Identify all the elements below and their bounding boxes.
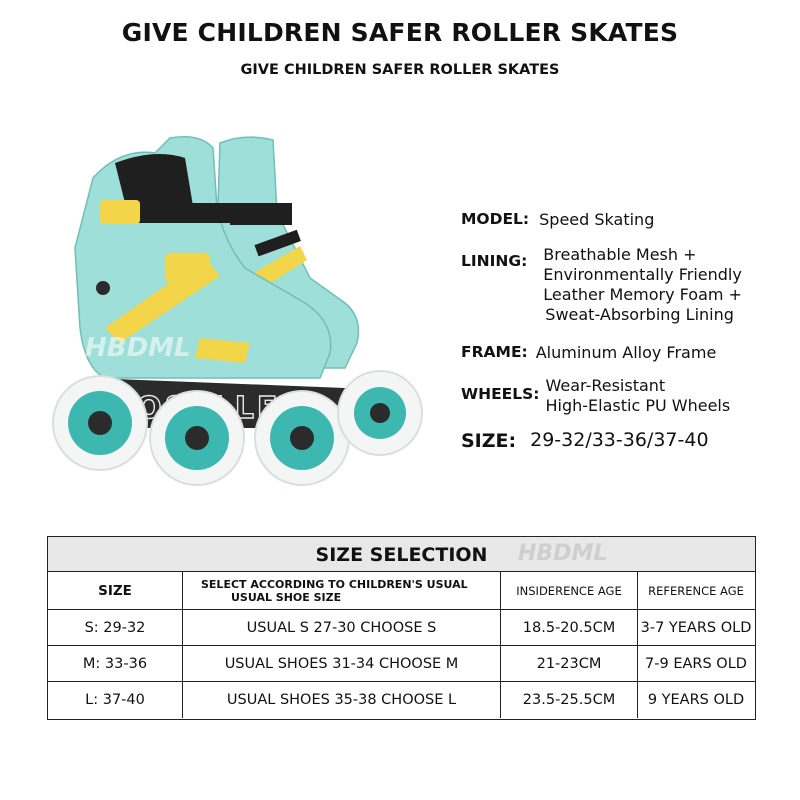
spec-wheels-lines — [545, 376, 730, 416]
spec-size-value: 29-32/33-36/37-40 — [530, 429, 709, 451]
roller-skates-illustration — [45, 128, 435, 498]
page-subtitle: GIVE CHILDREN SAFER ROLLER SKATES — [240, 62, 560, 78]
table-row — [48, 682, 755, 718]
table-header-bar — [48, 537, 755, 572]
spec-frame — [461, 343, 716, 363]
spec-frame-label: FRAME: — [461, 343, 528, 361]
cell-size: M: 33-36 — [48, 646, 183, 681]
cell-insole: 23.5-25.5CM — [501, 682, 638, 718]
cell-age: 9 YEARS OLD — [647, 692, 745, 708]
spec-frame-value: Aluminum Alloy Frame — [535, 343, 717, 362]
spec-model — [461, 210, 654, 230]
spec-model-label: MODEL: — [461, 210, 530, 228]
spec-lining — [461, 245, 742, 325]
spec-wheels — [461, 376, 730, 416]
spec-lining-label: LINING: — [461, 252, 528, 270]
header-select-line: USUAL SHOE SIZE — [231, 590, 342, 604]
cell-age: 3-7 YEARS OLD — [640, 619, 752, 636]
header-age: REFERENCE AGE — [648, 583, 744, 598]
table-row — [48, 610, 755, 646]
spec-size-label: SIZE: — [461, 430, 517, 452]
spec-lining-line: Leather Memory Foam + — [543, 285, 742, 304]
table-watermark: HBDML — [518, 541, 608, 566]
cell-shoes: USUAL SHOES 35-38 CHOOSE L — [183, 682, 501, 718]
wheel-rear-front — [255, 391, 349, 485]
header-select — [183, 572, 501, 609]
product-watermark: HBDML — [85, 333, 191, 363]
spec-lining-lines — [543, 245, 742, 325]
cell-shoes: USUAL S 27-30 CHOOSE S — [183, 610, 501, 645]
header-insole: INSIDERENCE AGE — [501, 572, 638, 609]
cell-size: L: 37-40 — [48, 682, 183, 718]
cell-shoes: USUAL SHOES 31-34 CHOOSE M — [183, 646, 501, 681]
header-select-line: SELECT ACCORDING TO CHILDREN'S USUAL — [201, 577, 468, 591]
cell-insole: 18.5-20.5CM — [501, 610, 638, 645]
spec-wheels-line: Wear-Resistant — [545, 376, 666, 395]
spec-size — [461, 430, 709, 452]
spec-lining-line: Sweat-Absorbing Lining — [545, 305, 734, 324]
cell-insole: 21-23CM — [501, 646, 638, 681]
table-title: SIZE SELECTION — [315, 544, 488, 566]
spec-model-value: Speed Skating — [539, 210, 655, 229]
wheel-rear-back — [338, 371, 422, 455]
spec-wheels-line: High-Elastic PU Wheels — [545, 396, 731, 415]
size-selection-table — [47, 536, 756, 720]
spec-wheels-label: WHEELS: — [461, 385, 540, 403]
page-title: GIVE CHILDREN SAFER ROLLER SKATES — [121, 18, 679, 47]
cell-size: S: 29-32 — [48, 610, 183, 645]
cell-age: 7-9 EARS OLD — [645, 655, 747, 672]
spec-lining-line: Environmentally Friendly — [543, 265, 742, 284]
wheel-middle — [150, 391, 244, 485]
table-header-row — [48, 572, 755, 610]
wheel-front — [53, 376, 147, 470]
header-size: SIZE — [48, 572, 183, 609]
table-row — [48, 646, 755, 682]
spec-lining-line: Breathable Mesh + — [543, 245, 697, 264]
size-grid — [48, 572, 755, 718]
